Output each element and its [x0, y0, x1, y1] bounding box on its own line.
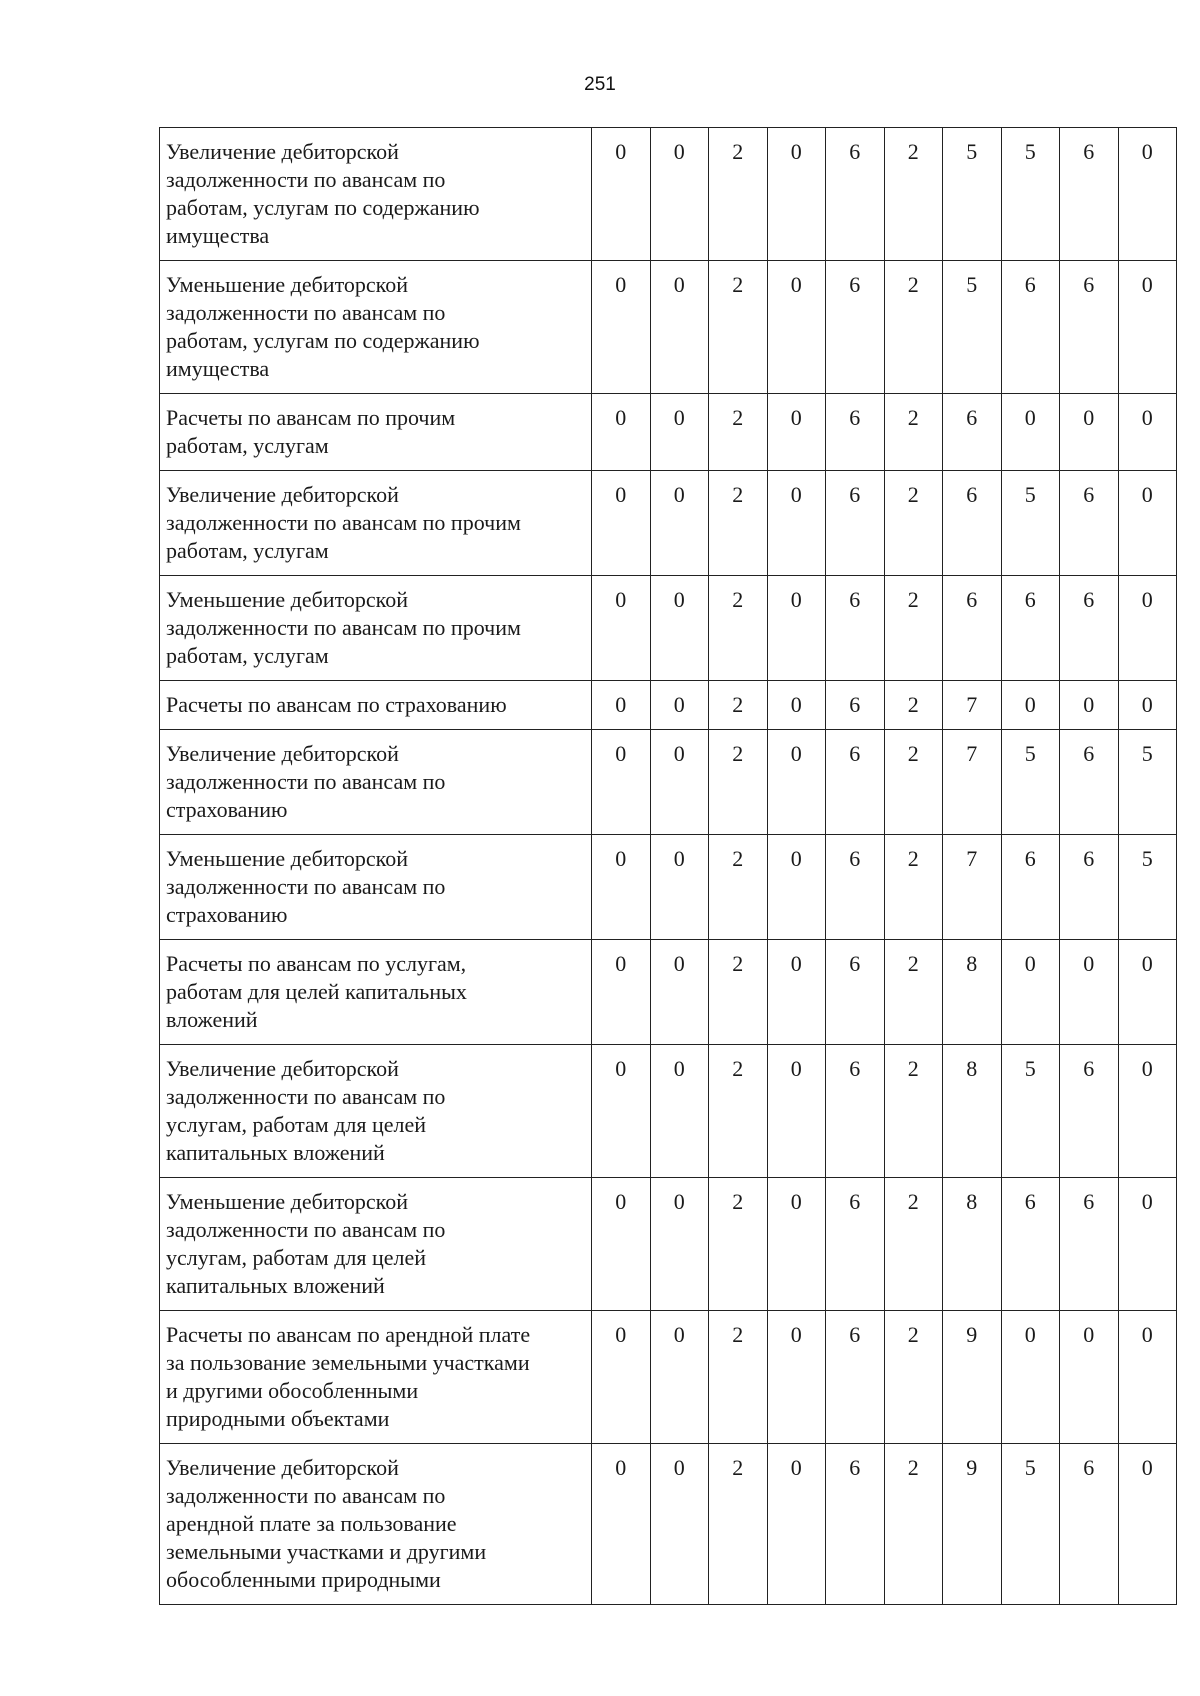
row-description — [160, 730, 592, 835]
code-digit-8: 5 — [1001, 730, 1060, 835]
code-digit-4: 0 — [767, 1178, 826, 1311]
code-digit-5: 6 — [826, 394, 885, 471]
code-digit-4: 0 — [767, 128, 826, 261]
code-digit-6: 2 — [884, 261, 943, 394]
code-digit-2: 0 — [650, 835, 709, 940]
code-digit-2: 0 — [650, 1444, 709, 1605]
description-line: задолженности по авансам по прочим — [166, 615, 521, 640]
code-digit-8: 6 — [1001, 1178, 1060, 1311]
code-digit-6: 2 — [884, 576, 943, 681]
code-digit-2: 0 — [650, 1045, 709, 1178]
code-digit-2: 0 — [650, 576, 709, 681]
code-digit-4: 0 — [767, 576, 826, 681]
code-digit-3: 2 — [709, 730, 768, 835]
code-digit-7: 6 — [943, 576, 1002, 681]
code-digit-9: 6 — [1060, 730, 1119, 835]
code-digit-5: 6 — [826, 1444, 885, 1605]
table-row — [160, 940, 1177, 1045]
code-digit-8: 6 — [1001, 576, 1060, 681]
code-digit-9: 6 — [1060, 1178, 1119, 1311]
description-line: Увеличение дебиторской — [166, 139, 399, 164]
table-row — [160, 1178, 1177, 1311]
table-row — [160, 261, 1177, 394]
row-description — [160, 471, 592, 576]
description-line: имущества — [166, 356, 270, 381]
description-line: Уменьшение дебиторской — [166, 846, 409, 871]
code-digit-3: 2 — [709, 471, 768, 576]
description-line: Увеличение дебиторской — [166, 1056, 399, 1081]
row-description — [160, 940, 592, 1045]
table-row — [160, 128, 1177, 261]
description-line: работам, услугам по содержанию — [166, 328, 480, 353]
description-line: Расчеты по авансам по услугам, — [166, 951, 467, 976]
code-digit-6: 2 — [884, 940, 943, 1045]
description-line: задолженности по авансам по — [166, 167, 446, 192]
code-digit-2: 0 — [650, 1311, 709, 1444]
description-line: Увеличение дебиторской — [166, 482, 399, 507]
code-digit-10: 5 — [1118, 730, 1177, 835]
code-digit-6: 2 — [884, 1045, 943, 1178]
description-line: задолженности по авансам по — [166, 1084, 446, 1109]
code-digit-2: 0 — [650, 394, 709, 471]
code-digit-6: 2 — [884, 128, 943, 261]
code-digit-1: 0 — [592, 835, 651, 940]
description-line: страхованию — [166, 797, 288, 822]
code-digit-6: 2 — [884, 835, 943, 940]
row-description — [160, 1045, 592, 1178]
code-digit-10: 0 — [1118, 261, 1177, 394]
code-digit-9: 6 — [1060, 471, 1119, 576]
code-digit-7: 7 — [943, 835, 1002, 940]
description-line: Расчеты по авансам по страхованию — [166, 692, 507, 717]
code-digit-1: 0 — [592, 730, 651, 835]
description-line: задолженности по авансам по прочим — [166, 510, 521, 535]
code-digit-5: 6 — [826, 471, 885, 576]
code-digit-4: 0 — [767, 835, 826, 940]
code-digit-5: 6 — [826, 681, 885, 730]
code-digit-8: 5 — [1001, 1444, 1060, 1605]
row-description — [160, 128, 592, 261]
code-digit-7: 8 — [943, 1045, 1002, 1178]
code-digit-6: 2 — [884, 681, 943, 730]
table-row — [160, 576, 1177, 681]
code-digit-1: 0 — [592, 576, 651, 681]
code-digit-9: 6 — [1060, 128, 1119, 261]
description-line: обособленными природными — [166, 1567, 441, 1592]
code-digit-2: 0 — [650, 128, 709, 261]
code-digit-6: 2 — [884, 394, 943, 471]
row-description — [160, 835, 592, 940]
code-digit-7: 6 — [943, 394, 1002, 471]
code-digit-1: 0 — [592, 261, 651, 394]
code-digit-5: 6 — [826, 940, 885, 1045]
code-digit-9: 0 — [1060, 681, 1119, 730]
code-digit-7: 7 — [943, 730, 1002, 835]
description-line: имущества — [166, 223, 270, 248]
code-digit-3: 2 — [709, 261, 768, 394]
code-digit-10: 0 — [1118, 576, 1177, 681]
code-digit-8: 5 — [1001, 1045, 1060, 1178]
code-digit-4: 0 — [767, 471, 826, 576]
code-digit-1: 0 — [592, 1444, 651, 1605]
code-digit-10: 0 — [1118, 1311, 1177, 1444]
description-line: вложений — [166, 1007, 258, 1032]
code-digit-10: 0 — [1118, 1178, 1177, 1311]
code-digit-5: 6 — [826, 1311, 885, 1444]
code-digit-2: 0 — [650, 471, 709, 576]
code-digit-1: 0 — [592, 128, 651, 261]
code-digit-7: 8 — [943, 1178, 1002, 1311]
code-digit-7: 9 — [943, 1444, 1002, 1605]
description-line: Увеличение дебиторской — [166, 741, 399, 766]
page-number: 251 — [584, 74, 616, 95]
code-digit-5: 6 — [826, 128, 885, 261]
code-digit-1: 0 — [592, 394, 651, 471]
code-digit-4: 0 — [767, 1311, 826, 1444]
description-line: задолженности по авансам по — [166, 874, 446, 899]
code-digit-9: 0 — [1060, 1311, 1119, 1444]
row-description — [160, 261, 592, 394]
description-line: страхованию — [166, 902, 288, 927]
code-digit-3: 2 — [709, 1311, 768, 1444]
code-digit-3: 2 — [709, 1178, 768, 1311]
code-digit-10: 0 — [1118, 1045, 1177, 1178]
code-digit-6: 2 — [884, 1178, 943, 1311]
code-digit-5: 6 — [826, 1045, 885, 1178]
code-digit-3: 2 — [709, 394, 768, 471]
code-digit-10: 0 — [1118, 940, 1177, 1045]
description-line: Уменьшение дебиторской — [166, 587, 409, 612]
code-digit-3: 2 — [709, 128, 768, 261]
description-line: земельными участками и другими — [166, 1539, 487, 1564]
code-digit-9: 6 — [1060, 261, 1119, 394]
code-digit-8: 6 — [1001, 261, 1060, 394]
code-digit-5: 6 — [826, 576, 885, 681]
code-digit-1: 0 — [592, 471, 651, 576]
row-description — [160, 1311, 592, 1444]
code-digit-3: 2 — [709, 681, 768, 730]
description-line: капитальных вложений — [166, 1140, 385, 1165]
code-digit-2: 0 — [650, 940, 709, 1045]
code-digit-1: 0 — [592, 681, 651, 730]
code-digit-4: 0 — [767, 940, 826, 1045]
description-line: Расчеты по авансам по арендной плате — [166, 1322, 531, 1347]
code-digit-8: 0 — [1001, 681, 1060, 730]
code-digit-9: 0 — [1060, 394, 1119, 471]
code-digit-3: 2 — [709, 940, 768, 1045]
code-digit-2: 0 — [650, 261, 709, 394]
code-digit-10: 0 — [1118, 471, 1177, 576]
description-line: и другими обособленными — [166, 1378, 419, 1403]
description-line: услугам, работам для целей — [166, 1112, 427, 1137]
table-row — [160, 394, 1177, 471]
table-row — [160, 1444, 1177, 1605]
code-digit-1: 0 — [592, 940, 651, 1045]
code-digit-5: 6 — [826, 261, 885, 394]
code-digit-2: 0 — [650, 1178, 709, 1311]
description-line: услугам, работам для целей — [166, 1245, 427, 1270]
code-digit-4: 0 — [767, 394, 826, 471]
description-line: задолженности по авансам по — [166, 769, 446, 794]
description-line: работам для целей капитальных — [166, 979, 467, 1004]
code-digit-7: 5 — [943, 128, 1002, 261]
row-description — [160, 1444, 592, 1605]
code-digit-6: 2 — [884, 1444, 943, 1605]
description-line: за пользование земельными участками — [166, 1350, 530, 1375]
table-row — [160, 1311, 1177, 1444]
code-digit-6: 2 — [884, 471, 943, 576]
code-digit-9: 6 — [1060, 576, 1119, 681]
code-digit-8: 0 — [1001, 940, 1060, 1045]
row-description — [160, 681, 592, 730]
code-digit-5: 6 — [826, 730, 885, 835]
description-line: работам, услугам — [166, 538, 329, 563]
code-digit-4: 0 — [767, 730, 826, 835]
code-digit-7: 8 — [943, 940, 1002, 1045]
code-digit-3: 2 — [709, 576, 768, 681]
description-line: капитальных вложений — [166, 1273, 385, 1298]
code-digit-8: 0 — [1001, 1311, 1060, 1444]
table-row — [160, 1045, 1177, 1178]
description-line: работам, услугам по содержанию — [166, 195, 480, 220]
description-line: задолженности по авансам по — [166, 1217, 446, 1242]
table-row — [160, 730, 1177, 835]
code-digit-1: 0 — [592, 1045, 651, 1178]
code-digit-10: 0 — [1118, 1444, 1177, 1605]
code-digit-8: 6 — [1001, 835, 1060, 940]
description-line: Расчеты по авансам по прочим — [166, 405, 456, 430]
code-digit-4: 0 — [767, 1444, 826, 1605]
code-digit-7: 6 — [943, 471, 1002, 576]
code-digit-7: 7 — [943, 681, 1002, 730]
code-digit-8: 0 — [1001, 394, 1060, 471]
code-digit-10: 5 — [1118, 835, 1177, 940]
description-line: арендной плате за пользование — [166, 1511, 457, 1536]
code-digit-6: 2 — [884, 730, 943, 835]
code-digit-10: 0 — [1118, 681, 1177, 730]
row-description — [160, 394, 592, 471]
code-digit-4: 0 — [767, 261, 826, 394]
code-digit-1: 0 — [592, 1311, 651, 1444]
code-digit-4: 0 — [767, 1045, 826, 1178]
description-line: задолженности по авансам по — [166, 300, 446, 325]
description-line: Уменьшение дебиторской — [166, 272, 409, 297]
table-row — [160, 681, 1177, 730]
code-digit-10: 0 — [1118, 394, 1177, 471]
code-digit-3: 2 — [709, 1444, 768, 1605]
description-line: Увеличение дебиторской — [166, 1455, 399, 1480]
description-line: работам, услугам — [166, 433, 329, 458]
table-row — [160, 471, 1177, 576]
code-digit-8: 5 — [1001, 471, 1060, 576]
account-codes-table — [159, 127, 1177, 1605]
code-digit-8: 5 — [1001, 128, 1060, 261]
description-line: работам, услугам — [166, 643, 329, 668]
code-digit-9: 6 — [1060, 835, 1119, 940]
code-digit-3: 2 — [709, 835, 768, 940]
description-line: природными объектами — [166, 1406, 390, 1431]
code-digit-7: 9 — [943, 1311, 1002, 1444]
row-description — [160, 576, 592, 681]
code-digit-2: 0 — [650, 730, 709, 835]
code-digit-10: 0 — [1118, 128, 1177, 261]
description-line: задолженности по авансам по — [166, 1483, 446, 1508]
code-digit-5: 6 — [826, 835, 885, 940]
code-digit-7: 5 — [943, 261, 1002, 394]
code-digit-9: 6 — [1060, 1045, 1119, 1178]
code-digit-6: 2 — [884, 1311, 943, 1444]
code-digit-5: 6 — [826, 1178, 885, 1311]
row-description — [160, 1178, 592, 1311]
table-row — [160, 835, 1177, 940]
code-digit-9: 0 — [1060, 940, 1119, 1045]
code-digit-4: 0 — [767, 681, 826, 730]
code-digit-3: 2 — [709, 1045, 768, 1178]
table-body — [160, 128, 1177, 1605]
code-digit-9: 6 — [1060, 1444, 1119, 1605]
description-line: Уменьшение дебиторской — [166, 1189, 409, 1214]
code-digit-1: 0 — [592, 1178, 651, 1311]
code-digit-2: 0 — [650, 681, 709, 730]
